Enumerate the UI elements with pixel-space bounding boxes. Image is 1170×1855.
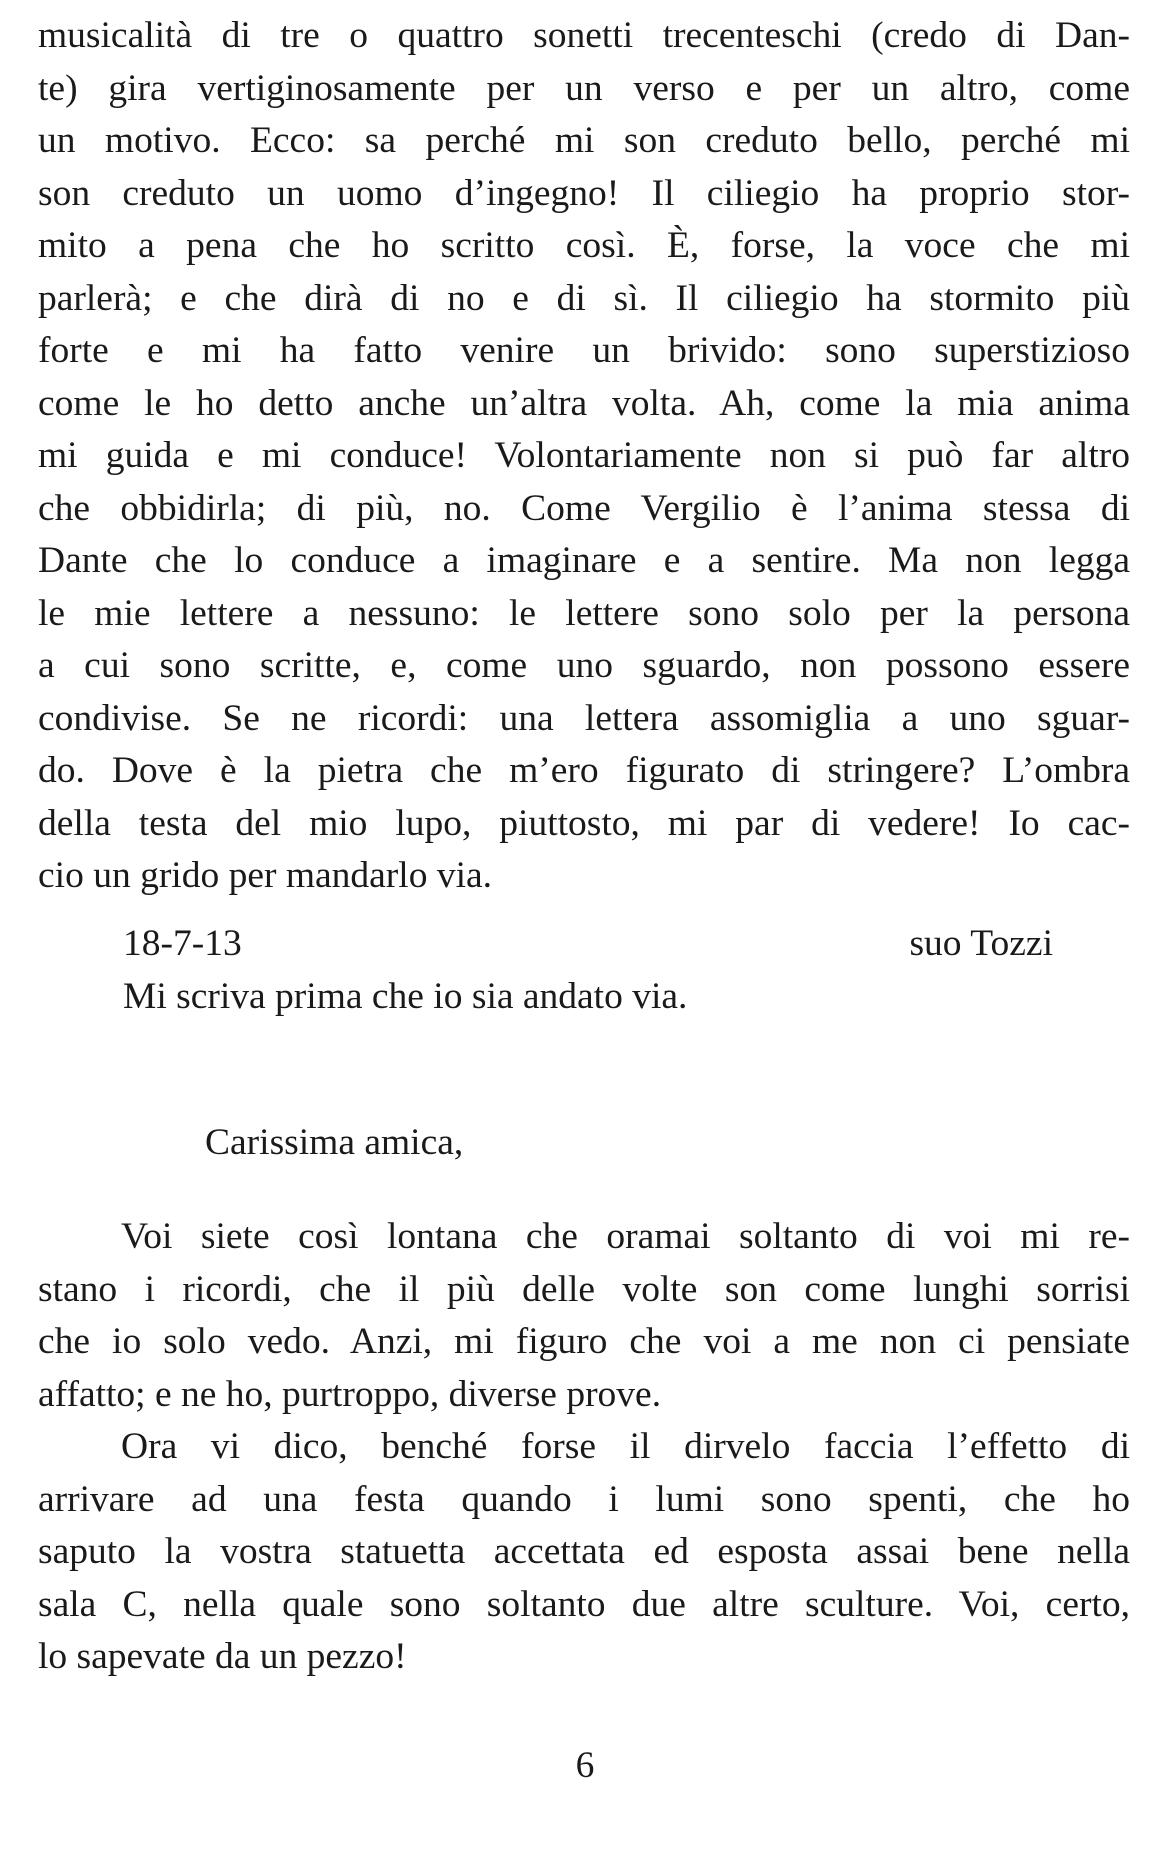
salutation: Carissima amica, — [205, 1122, 464, 1163]
text-line: Dante che lo conduce a imaginare e a sentire. Ma non legga — [38, 540, 1130, 581]
text-line: stano i ricordi, che il più delle volte son come lunghi sorrisi — [38, 1268, 1130, 1310]
text-line: te) gira vertiginosamente per un verso e per un altro, come — [38, 67, 1130, 109]
letter-signoff — [123, 918, 1053, 1023]
text-line: che io solo vedo. Anzi, mi figuro che voi a me non ci pensiate — [38, 1321, 1130, 1362]
paragraph-first-line: Voi siete così lontana che oramai soltanto di voi mi re- — [121, 1216, 1130, 1257]
text-line: come le ho detto anche un’altra volta. Ah, come la mia anima — [38, 382, 1130, 424]
text-line: do. Dove è la pietra che m’ero figurato di stringere? L’ombra — [38, 750, 1130, 791]
paragraph-first-line: Ora vi dico, benché forse il dirvelo faccia l’effetto di — [121, 1426, 1130, 1467]
text-line: condivise. Se ne ricordi: una lettera assomiglia a uno sguar- — [38, 697, 1130, 739]
text-line: mito a pena che ho scritto così. È, forse, la voce che mi — [38, 225, 1130, 266]
text-line: arrivare ad una festa quando i lumi sono spenti, che ho — [38, 1478, 1130, 1520]
text-line: che obbidirla; di più, no. Come Vergilio è l’anima stessa di — [38, 487, 1130, 529]
text-line: cio un grido per mandarlo via. — [38, 855, 493, 896]
letter-signature: suo Tozzi — [909, 923, 1053, 964]
text-line — [38, 1211, 1130, 1264]
text-line — [38, 1421, 1130, 1474]
letter-body — [38, 10, 1130, 903]
text-line: parlerà; e che dirà di no e di sì. Il ciliegio ha stormito più — [38, 277, 1130, 319]
text-line: sala C, nella quale sono soltanto due altre sculture. Voi, certo, — [38, 1583, 1130, 1625]
text-line: musicalità di tre o quattro sonetti trecenteschi (credo di Dan- — [38, 15, 1130, 56]
letter-date: 18-7-13 — [123, 923, 242, 964]
text-line: son creduto un uomo d’ingegno! Il ciliegio ha proprio stor- — [38, 172, 1130, 214]
text-line: forte e mi ha fatto venire un brivido: sono superstizioso — [38, 330, 1130, 371]
page-number: 6 — [575, 1745, 595, 1786]
text-line: mi guida e mi conduce! Volontariamente non si può far altro — [38, 435, 1130, 476]
postscript: Mi scriva prima che io sia andato via. — [123, 975, 688, 1017]
second-letter-body — [38, 1211, 1130, 1684]
text-line: saputo la vostra statuetta accettata ed esposta assai bene nella — [38, 1531, 1130, 1572]
text-line: affatto; e ne ho, purtroppo, diverse prove. — [38, 1373, 662, 1415]
text-line: le mie lettere a nessuno: le lettere sono solo per la persona — [38, 592, 1130, 634]
signoff-row — [123, 918, 1053, 971]
text-line: lo sapevate da un pezzo! — [38, 1636, 407, 1677]
text-line: della testa del mio lupo, piuttosto, mi par di vedere! Io cac- — [38, 802, 1130, 844]
text-line: a cui sono scritte, e, come uno sguardo, non possono essere — [38, 645, 1130, 686]
text-line: un motivo. Ecco: sa perché mi son creduto bello, perché mi — [38, 120, 1130, 161]
